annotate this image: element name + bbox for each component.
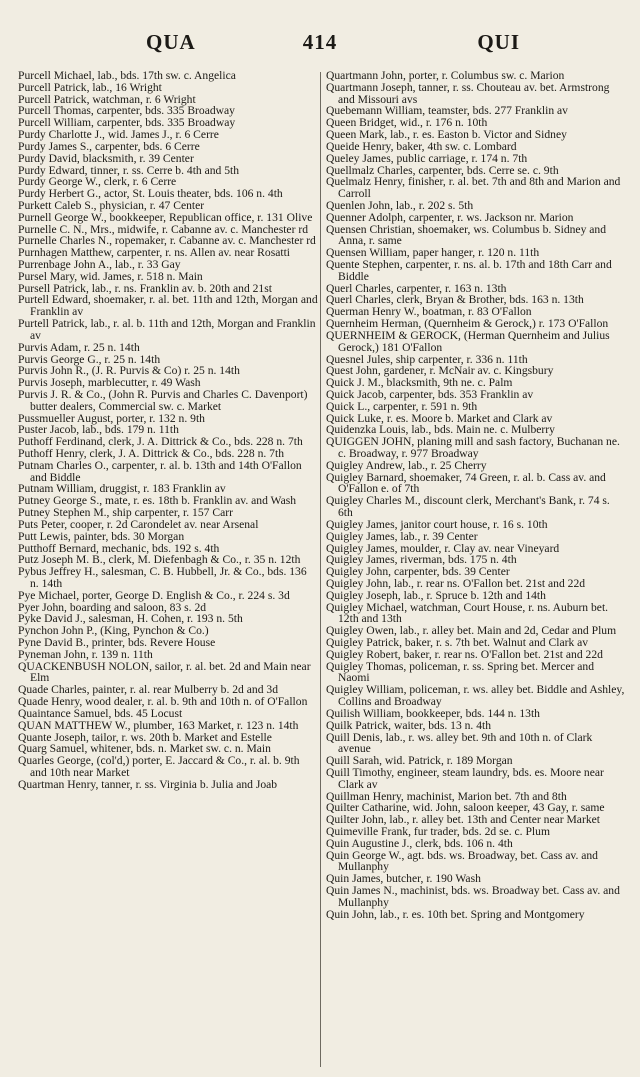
- directory-entry: Queley James, public carriage, r. 174 n. 7th: [326, 151, 528, 165]
- directory-entry: Quigley Patrick, baker, r. s. 7th bet. Walnut and Clark av: [326, 636, 589, 649]
- directory-entry: Quartman Henry, tanner, r. ss. Virginia b. Julia and Joab: [18, 777, 278, 791]
- directory-entry: Quernheim Herman, (Quernheim & Gerock,) r. 173 O'Fallon: [326, 317, 609, 331]
- directory-entry: Queide Henry, baker, 4th sw. c. Lombard: [326, 139, 517, 153]
- directory-entry: Quigley Andrew, lab., r. 25 Cherry: [326, 458, 487, 472]
- directory-entry: Purcell Thomas, carpenter, bds. 335 Broadway: [18, 104, 235, 118]
- directory-entry: Quenlen John, lab., r. 202 s. 5th: [326, 198, 474, 212]
- directory-entry: Quidenzka Louis, lab., bds. Main ne. c. Mulberry: [326, 423, 555, 437]
- directory-entry: Quelmalz Henry, finisher, r. al. bet. 7th and 8th and Marion and Carroll: [326, 175, 621, 201]
- directory-entry: Purvis Joseph, marblecutter, r. 49 Wash: [18, 376, 201, 390]
- directory-entry: Quigley James, lab., r. 39 Center: [326, 529, 478, 543]
- directory-entry: Pye Michael, porter, George D. English & Co., r. 224 s. 3d: [18, 588, 290, 602]
- directory-entry: QUIGGEN JOHN, planing mill and sash factory, Buchanan ne. c. Broadway, r. 977 Broadway: [326, 435, 620, 460]
- directory-entry: Quade Henry, wood dealer, r. al. b. 9th and 10th n. of O'Fallon: [18, 695, 308, 709]
- directory-entry: Quigley Thomas, policeman, r. ss. Spring bet. Mercer and Naomi: [326, 659, 594, 685]
- directory-entry: Quellmalz Charles, carpenter, bds. Cerre se. c. 9th: [326, 163, 559, 177]
- directory-entry: Quade Charles, painter, r. al. rear Mulberry b. 2d and 3d: [18, 683, 278, 697]
- directory-entry: Purnelle Charles N., ropemaker, r. Cabanne av. c. Manchester rd: [18, 234, 316, 248]
- directory-entry: Querl Charles, clerk, Bryan & Brother, bds. 163 n. 13th: [326, 293, 584, 307]
- directory-entry: QUAN MATTHEW W., plumber, 163 Market, r. 123 n. 14th: [18, 718, 299, 732]
- directory-entry: Purtell Patrick, lab., r. al. b. 11th and 12th, Morgan and Franklin av: [18, 317, 316, 342]
- directory-entry: Quick J. M., blacksmith, 9th ne. c. Palm: [326, 376, 513, 390]
- directory-entry: QUERNHEIM & GEROCK, (Herman Quernheim and Julius Gerock,) 181 O'Fallon: [326, 328, 610, 354]
- directory-entry: Quebemann William, teamster, bds. 277 Franklin av: [326, 104, 568, 118]
- directory-entry: Quigley Owen, lab., r. alley bet. Main and 2d, Cedar and Plum: [326, 624, 617, 638]
- directory-entry: Purvis Adam, r. 25 n. 14th: [18, 340, 140, 354]
- directory-entry: Quigley Robert, baker, r. rear ns. O'Fallon bet. 21st and 22d: [326, 647, 603, 661]
- directory-entry: Quilter John, lab., r. alley bet. 13th and Center near Market: [326, 813, 600, 827]
- directory-entry: Putthoff Bernard, mechanic, bds. 192 s. 4th: [18, 541, 220, 555]
- page-number: 414: [302, 30, 338, 54]
- directory-entry: Quigley John, carpenter, bds. 39 Center: [326, 565, 510, 579]
- directory-entry: Queen Bridget, wid., r. 176 n. 10th: [326, 116, 488, 130]
- left-column: [18, 70, 318, 1070]
- directory-entry: Purvis J. R. & Co., (John R. Purvis and Charles C. Davenport) butter dealers, Commercial sw. c. Market: [18, 387, 308, 413]
- directory-entry: Pussmueller August, porter, r. 132 n. 9th: [18, 411, 205, 425]
- directory-entry: Quick L., carpenter, r. 591 n. 9th: [326, 399, 478, 413]
- directory-entry: Purcell Patrick, lab., 16 Wright: [18, 80, 162, 94]
- directory-entry: Quenner Adolph, carpenter, r. ws. Jackson nr. Marion: [326, 210, 574, 224]
- directory-entry: Quante Joseph, tailor, r. ws. 20th b. Market and Estelle: [18, 730, 272, 744]
- directory-entry: Purdy David, blacksmith, r. 39 Center: [18, 151, 194, 165]
- directory-entry: Pynchon John P., (King, Pynchon & Co.): [18, 624, 209, 638]
- directory-entry: Purdy Herbert G., actor, St. Louis theater, bds. 106 n. 4th: [18, 187, 283, 201]
- directory-entry: Pyne David B., printer, bds. Revere House: [18, 636, 216, 649]
- directory-entry: Quick Jacob, carpenter, bds. 353 Franklin av: [326, 387, 534, 401]
- directory-entry: Puster Jacob, lab., bds. 179 n. 11th: [18, 423, 179, 437]
- directory-entry: Purrenbage John A., lab., r. 33 Gay: [18, 258, 181, 271]
- directory-entry: Querman Henry W., boatman, r. 83 O'Fallon: [326, 305, 532, 319]
- directory-entry: Putnam William, druggist, r. 183 Franklin av: [18, 482, 226, 496]
- directory-entry: Purnhagen Matthew, carpenter, r. ns. Allen av. near Rosatti: [18, 246, 291, 260]
- directory-entry: Quilk Patrick, waiter, bds. 13 n. 4th: [326, 718, 492, 732]
- directory-entry: Putney Stephen M., ship carpenter, r. 157 Carr: [18, 506, 233, 520]
- directory-entry: Quilish William, bookkeeper, bds. 144 n. 13th: [326, 706, 540, 720]
- directory-entry: Pyer John, boarding and saloon, 83 s. 2d: [18, 600, 207, 614]
- directory-entry: Quigley John, lab., r. rear ns. O'Fallon bet. 21st and 22d: [326, 576, 586, 590]
- directory-entry: Puts Peter, cooper, r. 2d Carondelet av. near Arsenal: [18, 517, 259, 531]
- directory-entry: Queen Mark, lab., r. es. Easton b. Victor and Sidney: [326, 128, 567, 142]
- directory-entry: Purdy George W., clerk, r. 6 Cerre: [18, 175, 177, 189]
- page-header: [0, 30, 640, 64]
- directory-entry: Putney George S., mate, r. es. 18th b. Franklin av. and Wash: [18, 494, 297, 508]
- directory-entry: Querl Charles, carpenter, r. 163 n. 13th: [326, 281, 507, 295]
- directory-entry: QUACKENBUSH NOLON, sailor, r. al. bet. 2d and Main near Elm: [18, 659, 311, 685]
- right-column: [326, 70, 626, 1070]
- directory-entry: Quigley Joseph, lab., r. Spruce b. 12th and 14th: [326, 588, 546, 602]
- directory-entry: Purkett Caleb S., physician, r. 47 Center: [18, 198, 205, 212]
- directory-entry: Quigley James, moulder, r. Clay av. near Vineyard: [326, 541, 560, 555]
- directory-entry: Quensen William, paper hanger, r. 120 n. 11th: [326, 246, 540, 260]
- directory-entry: Purdy Charlotte J., wid. James J., r. 6 Cerre: [18, 128, 219, 142]
- directory-entry: Quigley William, policeman, r. ws. alley bet. Biddle and Ashley, Collins and Broadway: [326, 683, 625, 709]
- column-divider: [320, 72, 321, 1067]
- directory-entry: Quente Stephen, carpenter, r. ns. al. b. 17th and 18th Carr and Biddle: [326, 258, 612, 283]
- directory-entry: Puthoff Ferdinand, clerk, J. A. Dittrick & Co., bds. 228 n. 7th: [18, 435, 303, 449]
- directory-entry: Quill Denis, lab., r. ws. alley bet. 9th and 10th n. of Clark avenue: [326, 730, 593, 756]
- directory-entry: Purdy James S., carpenter, bds. 6 Cerre: [18, 139, 200, 153]
- directory-entry: Quesnel Jules, ship carpenter, r. 336 n. 11th: [326, 352, 528, 366]
- directory-entry: Quigley Michael, watchman, Court House, r. ns. Auburn bet. 12th and 13th: [326, 600, 609, 626]
- directory-entry: Quill Sarah, wid. Patrick, r. 189 Morgan: [326, 754, 513, 768]
- directory-entry: Purdy Edward, tinner, r. ss. Cerre b. 4th and 5th: [18, 163, 240, 177]
- directory-entry: Pursell Patrick, lab., r. ns. Franklin av. b. 20th and 21st: [18, 281, 272, 295]
- directory-entry: Pybus Jeffrey H., salesman, C. B. Hubbell, Jr. & Co., bds. 136 n. 14th: [18, 565, 307, 590]
- directory-entry: Purcell Michael, lab., bds. 17th sw. c. Angelica: [18, 70, 236, 82]
- directory-entry: Pyneman John, r. 139 n. 11th: [18, 647, 153, 661]
- directory-entry: Quartmann John, porter, r. Columbus sw. c. Marion: [326, 70, 565, 82]
- directory-entry: Pyke David J., salesman, H. Cohen, r. 193 n. 5th: [18, 612, 243, 626]
- directory-entry: Quilter Catharine, wid. John, saloon keeper, 43 Gay, r. same: [326, 801, 605, 815]
- directory-entry: Quartmann Joseph, tanner, r. ss. Chouteau av. bet. Armstrong and Missouri avs: [326, 80, 610, 106]
- directory-entry: Purcell William, carpenter, bds. 335 Broadway: [18, 116, 236, 130]
- directory-entry: Quill Timothy, engineer, steam laundry, bds. es. Moore near Clark av: [326, 765, 604, 791]
- directory-entry: Putnam Charles O., carpenter, r. al. b. 13th and 14th O'Fallon and Biddle: [18, 458, 302, 484]
- directory-entry: Purtell Edward, shoemaker, r. al. bet. 11th and 12th, Morgan and Franklin av: [18, 293, 318, 319]
- directory-entry: Quigley James, riverman, bds. 175 n. 4th: [326, 553, 517, 567]
- directory-entry: Quigley Charles M., discount clerk, Merchant's Bank, r. 74 s. 6th: [326, 494, 610, 520]
- directory-entry: Quigley James, janitor court house, r. 16 s. 10th: [326, 517, 548, 531]
- directory-entry: Purvis George G., r. 25 n. 14th: [18, 352, 161, 366]
- directory-entry: Purnell George W., bookkeeper, Republican office, r. 131 Olive: [18, 210, 313, 224]
- directory-entry: Pursel Mary, wid. James, r. 518 n. Main: [18, 269, 203, 283]
- header-left-guideword: QUA: [146, 30, 196, 54]
- directory-entry: Purcell Patrick, watchman, r. 6 Wright: [18, 92, 196, 106]
- directory-entry: Quensen Christian, shoemaker, ws. Columbus b. Sidney and Anna, r. same: [326, 222, 607, 248]
- directory-entry: Quaintance Samuel, bds. 45 Locust: [18, 706, 183, 720]
- directory-entry: Quick Luke, r. es. Moore b. Market and Clark av: [326, 411, 553, 425]
- directory-entry: Quest John, gardener, r. McNair av. c. Kingsbury: [326, 364, 554, 378]
- directory-entry: Quimeville Frank, fur trader, bds. 2d se. c. Plum: [326, 825, 550, 838]
- directory-entry: Puthoff Henry, clerk, J. A. Dittrick & Co., bds. 228 n. 7th: [18, 447, 284, 460]
- directory-entry: Quin George W., agt. bds. ws. Broadway, bet. Cass av. and Mullanphy: [326, 848, 598, 874]
- directory-entry: Purvis John R., (J. R. Purvis & Co) r. 25 n. 14th: [18, 364, 240, 378]
- directory-entry: Purnelle C. N., Mrs., midwife, r. Cabanne av. c. Manchester rd: [18, 222, 308, 236]
- directory-entry: Putt Lewis, painter, bds. 30 Morgan: [18, 529, 185, 543]
- directory-entry: Quin James, butcher, r. 190 Wash: [326, 872, 481, 886]
- header-right-guideword: QUI: [477, 30, 520, 54]
- directory-entry: Putz Joseph M. B., clerk, M. Diefenbagh & Co., r. 35 n. 12th: [18, 553, 301, 567]
- directory-entry: Quin Augustine J., clerk, bds. 106 n. 4th: [326, 836, 513, 850]
- directory-entry: Quarg Samuel, whitener, bds. n. Market sw. c. n. Main: [18, 742, 271, 756]
- directory-entry: Quillman Henry, machinist, Marion bet. 7th and 8th: [326, 789, 567, 803]
- directory-entry: Quin John, lab., r. es. 10th bet. Spring and Montgomery: [326, 907, 585, 921]
- directory-entry: Quarles George, (col'd,) porter, E. Jaccard & Co., r. al. b. 9th and 10th near Market: [18, 754, 300, 779]
- directory-entry: Quin James N., machinist, bds. ws. Broadway bet. Cass av. and Mullanphy: [326, 884, 620, 909]
- directory-entry: Quigley Barnard, shoemaker, 74 Green, r. al. b. Cass av. and O'Fallon e. of 7th: [326, 470, 606, 496]
